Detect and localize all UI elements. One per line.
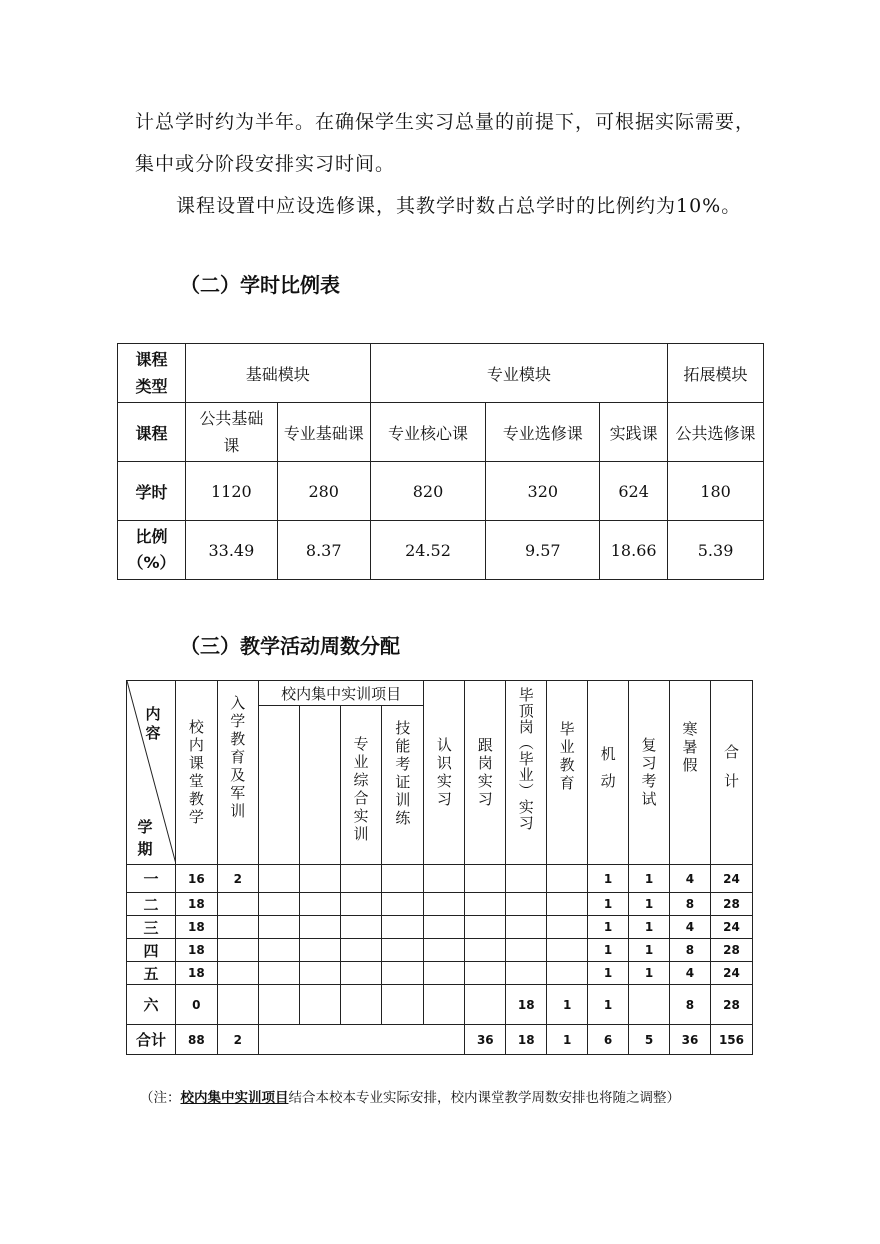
empty-cell	[340, 916, 382, 939]
empty-cell	[299, 939, 340, 962]
week-value-cell: 24	[710, 916, 752, 939]
week-value-cell	[465, 865, 506, 893]
empty-cell	[424, 962, 465, 985]
week-value-cell	[629, 985, 670, 1025]
week-value-cell: 18	[175, 893, 217, 916]
intro-line-1: 计总学时约为半年。在确保学生实习总量的前提下，可根据实际需要，	[135, 111, 756, 133]
header-follow: 跟岗实习	[465, 681, 506, 865]
empty-cell	[299, 962, 340, 985]
empty-cell	[299, 916, 340, 939]
week-value-cell	[506, 939, 547, 962]
empty-cell	[299, 865, 340, 893]
table-row	[127, 865, 753, 893]
row-label-ratio: 比例 （%）	[118, 521, 186, 580]
week-value-cell: 18	[506, 985, 547, 1025]
empty-cell	[424, 865, 465, 893]
empty-cell	[340, 939, 382, 962]
week-value-cell: 1	[629, 865, 670, 893]
note-rest: 结合本校本专业实际安排，校内课堂教学周数安排也将随之调整）	[288, 1090, 680, 1106]
week-value-cell: 36	[465, 1025, 506, 1055]
ratio-cell: 9.57	[486, 521, 600, 580]
week-value-cell: 18	[175, 962, 217, 985]
weeks-allocation-table	[126, 680, 753, 1055]
week-value-cell	[547, 916, 588, 939]
empty-cell	[382, 865, 424, 893]
week-value-cell: 36	[670, 1025, 711, 1055]
header-comprehensive: 专业综合实训	[340, 706, 382, 865]
header-classroom: 校内课堂教学	[175, 681, 217, 865]
empty-cell	[258, 985, 299, 1025]
corner-top-label: 内容	[145, 705, 161, 742]
course-cell: 实践课	[600, 403, 668, 462]
group-extension: 拓展模块	[668, 344, 764, 403]
week-value-cell	[217, 939, 258, 962]
week-value-cell: 1	[588, 939, 629, 962]
empty-cell	[340, 865, 382, 893]
course-cell: 专业选修课	[486, 403, 600, 462]
header-total: 合计	[710, 681, 752, 865]
week-value-cell: 1	[588, 865, 629, 893]
week-value-cell: 28	[710, 985, 752, 1025]
week-value-cell: 1	[629, 939, 670, 962]
week-value-cell: 2	[217, 865, 258, 893]
empty-cell	[258, 865, 299, 893]
week-value-cell	[465, 939, 506, 962]
empty-cell	[382, 962, 424, 985]
week-value-cell	[465, 916, 506, 939]
ratio-cell: 18.66	[600, 521, 668, 580]
table-row	[127, 985, 753, 1025]
course-cell: 公共选修课	[668, 403, 764, 462]
empty-cell	[258, 962, 299, 985]
row-label-type: 课程 类型	[118, 344, 186, 403]
note-underlined: 校内集中实训项目	[180, 1090, 289, 1106]
course-cell: 专业核心课	[370, 403, 486, 462]
week-value-cell	[547, 939, 588, 962]
row-label-course: 课程	[118, 403, 186, 462]
merged-blank-cell	[258, 1025, 465, 1055]
week-value-cell	[217, 962, 258, 985]
week-value-cell: 16	[175, 865, 217, 893]
header-military: 入学教育及军训	[217, 681, 258, 865]
intro-line-3: 课程设置中应设选修课，其教学时数占总学时的比例约为10%。	[176, 195, 742, 217]
empty-cell	[424, 985, 465, 1025]
week-value-cell: 4	[670, 962, 711, 985]
week-value-cell: 0	[175, 985, 217, 1025]
empty-cell	[424, 916, 465, 939]
week-value-cell	[506, 916, 547, 939]
week-value-cell: 156	[710, 1025, 752, 1055]
term-label: 四	[127, 939, 176, 962]
week-value-cell: 1	[588, 893, 629, 916]
empty-cell	[299, 985, 340, 1025]
hours-cell: 320	[486, 462, 600, 521]
hours-cell: 820	[370, 462, 486, 521]
week-value-cell: 1	[588, 962, 629, 985]
table-row	[127, 962, 753, 985]
week-value-cell: 4	[670, 916, 711, 939]
header-blank-1	[258, 706, 299, 865]
week-value-cell: 1	[588, 916, 629, 939]
hours-cell: 1120	[185, 462, 277, 521]
week-value-cell: 24	[710, 865, 752, 893]
empty-cell	[382, 985, 424, 1025]
term-label: 六	[127, 985, 176, 1025]
empty-cell	[382, 893, 424, 916]
week-value-cell	[547, 893, 588, 916]
week-value-cell	[506, 962, 547, 985]
week-value-cell: 18	[506, 1025, 547, 1055]
table-row	[127, 916, 753, 939]
intro-line-2: 集中或分阶段安排实习时间。	[135, 153, 396, 175]
week-value-cell: 6	[588, 1025, 629, 1055]
row-label-hours: 学时	[118, 462, 186, 521]
week-value-cell	[217, 893, 258, 916]
term-label: 二	[127, 893, 176, 916]
week-value-cell	[465, 962, 506, 985]
week-value-cell: 18	[175, 939, 217, 962]
table-row	[127, 1025, 753, 1055]
header-graduate-edu: 毕业教育	[547, 681, 588, 865]
empty-cell	[258, 939, 299, 962]
term-label: 合计	[127, 1025, 176, 1055]
corner-header	[127, 681, 176, 865]
term-label: 一	[127, 865, 176, 893]
week-value-cell: 28	[710, 939, 752, 962]
header-blank-2	[299, 706, 340, 865]
note-prefix: （注：	[140, 1090, 181, 1106]
week-value-cell: 8	[670, 893, 711, 916]
ratio-cell: 8.37	[277, 521, 370, 580]
week-value-cell: 1	[588, 985, 629, 1025]
empty-cell	[340, 893, 382, 916]
week-value-cell: 18	[175, 916, 217, 939]
week-value-cell: 1	[547, 1025, 588, 1055]
empty-cell	[258, 893, 299, 916]
hours-cell: 180	[668, 462, 764, 521]
ratio-cell: 5.39	[668, 521, 764, 580]
week-value-cell: 8	[670, 939, 711, 962]
week-value-cell: 8	[670, 985, 711, 1025]
weeks-table-body	[127, 865, 753, 1055]
header-vacation: 寒暑假	[670, 681, 711, 865]
term-label: 三	[127, 916, 176, 939]
group-professional: 专业模块	[370, 344, 668, 403]
week-value-cell	[506, 865, 547, 893]
header-flexible: 机动	[588, 681, 629, 865]
week-value-cell: 4	[670, 865, 711, 893]
week-value-cell: 1	[629, 893, 670, 916]
header-skill-cert: 技能考证训练	[382, 706, 424, 865]
table-note	[140, 1086, 680, 1106]
group-basic: 基础模块	[185, 344, 370, 403]
week-value-cell: 28	[710, 893, 752, 916]
empty-cell	[340, 962, 382, 985]
week-value-cell: 1	[629, 916, 670, 939]
table-row	[127, 939, 753, 962]
section2-title: （二）学时比例表	[180, 273, 340, 297]
week-value-cell: 2	[217, 1025, 258, 1055]
header-graduate-intern: 毕顶岗（毕业）实习	[506, 681, 547, 865]
section3-title: （三）教学活动周数分配	[180, 634, 400, 658]
empty-cell	[340, 985, 382, 1025]
empty-cell	[299, 893, 340, 916]
week-value-cell	[217, 916, 258, 939]
term-label: 五	[127, 962, 176, 985]
week-value-cell: 1	[547, 985, 588, 1025]
corner-bottom-label: 学期	[137, 818, 153, 858]
header-exam: 复习考试	[629, 681, 670, 865]
week-value-cell: 1	[629, 962, 670, 985]
empty-cell	[382, 916, 424, 939]
week-value-cell: 24	[710, 962, 752, 985]
ratio-cell: 33.49	[185, 521, 277, 580]
table-row	[127, 893, 753, 916]
course-cell: 公共基础课	[185, 403, 277, 462]
week-value-cell	[506, 893, 547, 916]
empty-cell	[424, 893, 465, 916]
hours-ratio-table	[117, 343, 764, 580]
week-value-cell	[465, 893, 506, 916]
week-value-cell: 88	[175, 1025, 217, 1055]
group-header-training: 校内集中实训项目	[258, 681, 424, 706]
week-value-cell	[465, 985, 506, 1025]
week-value-cell	[547, 865, 588, 893]
week-value-cell: 5	[629, 1025, 670, 1055]
week-value-cell	[547, 962, 588, 985]
empty-cell	[424, 939, 465, 962]
hours-cell: 280	[277, 462, 370, 521]
ratio-cell: 24.52	[370, 521, 486, 580]
hours-cell: 624	[600, 462, 668, 521]
week-value-cell	[217, 985, 258, 1025]
empty-cell	[258, 916, 299, 939]
empty-cell	[382, 939, 424, 962]
header-cognitive: 认识实习	[424, 681, 465, 865]
course-cell: 专业基础课	[277, 403, 370, 462]
